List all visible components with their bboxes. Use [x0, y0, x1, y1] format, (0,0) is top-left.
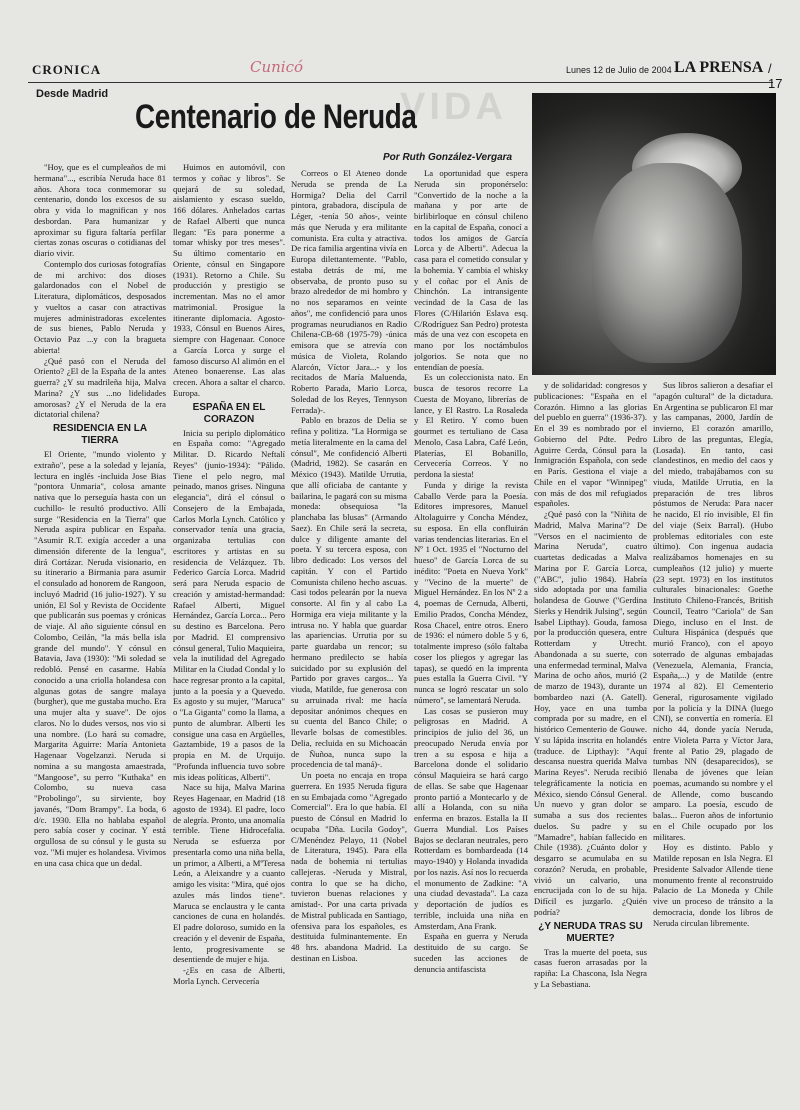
byline-prefix: Por — [383, 152, 400, 163]
paragraph: ¿Qué pasó con el Neruda del Oriento? ¿El de la España de la antes guerra? ¿Y su madrileña hija, Malva Marina? ¿Y sus ...no lidelidades amorosas? ¿Y el Neruda de la era dictatorial chilena? — [34, 355, 166, 420]
subheading: ESPAÑA EN EL CORAZON — [192, 401, 266, 425]
paragraph: Tras la muerte del poeta, sus casas fueron arrasadas por la rapiña: La Chascona, Isla Negra y La Sebastiana. — [534, 946, 647, 989]
paragraph: Sus libros salieron a desafiar el "apagón cultural" de la dictadura. En Argentina se publicaron El mar y las campanas, 2000, Jardín de invierno, El corazón amarillo, Libro de las preguntas, Elegía, (Losada). En tanto, casi clandestinos, en medio del caos y del miedo, trabajábamos con su viuda, Matilde Urrutia, en la preparación de tres libros póstumos de Neruda: Para nacer he nacido, El río invisible, El fin del viaje (Seix Barral). (Hubo problemas editoriales con este último). Con ingenua audacia realizábamos homenajes en su cumpleaños (12 julio) y muerte (23 sept. 1973) en los institutos culturales binacionales: Goethe Instituto Chileno-Francés, British Council, Teatro "Cariola" de San Diego, incluso en el Inst. de Cultura Hispánica (después que murió Franco), con el apoyo soterrado de algunas embajadas (Venezuela, Alemania, Francia, España,...) y de Matilde (entre 1974 al 82). El Cementerio General, rigurosamente vigilado por la policía y la DINA (luego CNI), se convertía en romería. El nicho 44, donde yacía Neruda, entre Violeta Parra y Víctor Jara, frente al Patio 29, plagado de tumbas NN (desaparecidos), se llenaba de jóvenes que leían poemas, acumando su nombre y el de Allende, como buscando amparo. La poesía, escudo de balas... Fueron años de infortunio en el Chile ocupado por los militares. — [653, 380, 773, 842]
paragraph: Es un coleccionista nato. En busca de tesoros recorre La Cuesta de Moyano, librerías de lance, y El Rastro. La Rosaleda y El Retiro. Y como buen gourmet es tertuliano de Casa Menolo, Casa Labra, Café León, Platerías, El Bobanillo, Cervecería Correos. Y no perdona la siesta! — [414, 372, 528, 479]
paragraph: Hoy es distinto. Pablo y Matilde reposan en Isla Negra. El Presidente Salvador Allende tiene monumento frente al reconstruido Palacio de La Moneda y Chile vive un proceso de tránsito a la democracia, donde los libros de Neruda circulan libremente. — [653, 842, 773, 928]
paragraph: ¿Qué pasó con la "Niñita de Madrid, Malva Marina"? De "Versos en el nacimiento de Marina Neruda", cuatro cuartetas dedicadas a Malva Marina por F. García Lorca, ("ABC", julio 1984). Habría sido adoptada por una familia holandesa de Gouwe ("Gerdina Sierks y Hendrik Julsing", según Isabel Lipthay). Gouda, famosa por la producción quesera, entre Rotterdam y Utrecht. Abandonada a su suerte, con una enfermedad terminal, Malva Marina de ocho años, murió (2 de marzo de 1943), durante un bombardeo nazi (A. Gatell). Hoy, yace en una tumba comprada por su madre, en el histórico Cementerio de Gouwe. Y su lápida inscrita en holandés (traduce. de Lipthay): "Aquí descansa nuestra querida Malva Marina Reyes". Neruda recibió telegráficamente la noticia en México, siendo Cónsul General. Un nuevo y gran dolor se sumaba a sus dos recientes duelos. Su padre y su "Mamadre", habían fallecido en Chile (1938). ¿Cuánto dolor y desgarro se acumulaba en su corazón? Neruda, en probable, vivió un calvario, una encrucijada con lo de su hija. Difícil es juzgarlo. ¿Quién podría? — [534, 509, 647, 917]
byline — [383, 152, 512, 163]
article-column-5 — [534, 380, 647, 1092]
page-header — [28, 58, 783, 91]
paragraph: España en guerra y Neruda destituido de su cargo. Se suceden las acciones de denuncia antifascista — [414, 931, 528, 974]
paragraph: y de solidaridad: congresos y publicaciones: "España en el Corazón. Himno a las glorias del pueblo en guerra" (1936-37). En el 39 es nombrado por el Gobierno del Pdte. Pedro Aguirre Cerda, Cónsul para la Inmigración Española, con sede en París. Gestiona el viaje a Chile en el vapor "Winnipeg" con más de dos mil refugiados españoles. — [534, 380, 647, 509]
paragraph: "Hoy, que es el cumpleaños de mi hermana"..., escribía Neruda hace 81 años. Ahora toca conmemorar su centenario, dondo los excesos de su obra y vida lo magnifican y nos desbordan. Para humanizar y aproximar su figura faltaría perfilar ciertas zonas oscuras o cotidianas del diario vivir. — [34, 162, 166, 258]
article-column-6 — [653, 380, 773, 1092]
article-column-3 — [291, 168, 407, 1092]
issue-date: Lunes 12 de Julio de 2004 — [566, 65, 672, 75]
subheading: RESIDENCIA EN LA TIERRA — [52, 423, 148, 446]
paragraph: Nace su hija, Malva Marina Reyes Hagenaar, en Madrid (18 agosto de 1934). El padre, loco de alegría. Pronto, una anomalía terrible. Tiene Hidrocefalia. Neruda se esfuerza por presentarla como una niña bella, un primor, a Alberti, a MªTeresa León, a Aleixandre y a cuanto amigo les visita: "Mira, qué ojos azules más lindos tiene". Maruca se enclaustra y le canta canciones de cuna en holandés. El padre doloroso, sumido en la creación y el devenir de España, lento, progresivamente se desentiende de mujer e hija. — [173, 782, 285, 965]
portrait-photo — [532, 93, 776, 375]
page-number: / 17 — [768, 61, 783, 91]
article-column-4 — [414, 168, 528, 1092]
paragraph: El Oriente, "mundo violento y extraño", pese a la soledad y lejanía, lectura en inglés -incluida Jose Bias "pontora Unmaria", colosa amante nativa que lo perseguía hasta con un cuchillo- le resultó productivo. Allí surge "Residencia en la Tierra" que Neruda aspira publicar en España. "Asumir R.T. exigía acceder a una dimensión diferente de la lengua", dirá Cortázar. Neruda visionario, en su itinerario a Birmania para asumir el consulado ad honorem de Rangoon, incluyó Madrid (16 julio-1927). Y su unión, El Sol y Revista de Occidente que publicarán sus poemas y crónicas de viaje. Al año siguiente cónsul en Colombo, Ceilán, "la más bella isla grande del mundo". Y cónsul en Batavia, Java (1930): "Mi soledad se redobló. Pensé en casarme. Había conocido a una criolla holandesa con algunas gotas de sangre malaya (burgher), que me gustaba mucho. Era una mujer alta y suave". De ojos claros. No lo dudes versos, nos vio si una nombre. (Lo hará su comadre, Margarita Aguirre: María Antonieta Hagenaar Vogelzanzi. Neruda si nomina a su mangosta amaestrada, "Mangoose", su perro "Kuthaka" en Colombo, su nueva casa "Probolingo", su sirviente, boy javanés, "Dom Brampy". La boda, 6 d/c. 1930. Ella no hablaba español pero sabía coser y cocinar. Y está orgullosa de su cónsul y le gusta su voz. "Mi mujer es holandesa. Vivimos en una casa chica que un dedal. — [34, 449, 166, 868]
paragraph: -¿Es en casa de Alberti, Morla Lynch. Cervecería — [173, 965, 285, 986]
paragraph: Contemplo dos curiosas fotografías de mi archivo: dos dioses galardonados con el Nobel de Literatura, diplomáticos, desposados y vueltos a casar con atractivas mujeres administradoras excelentes de sus bienes, Pablo Neruda y Octavio Paz ...y con la bragueta abierta! — [34, 258, 166, 355]
section-name: CRONICA — [32, 62, 102, 77]
paragraph: Correos o El Ateneo donde Neruda se prenda de La Hormiga? Delia del Carril pintora, grabadora, discípula de Léger, -tenía 50 años-, veinte más que Neruda y era militante comunista. Era culta y atractiva. De rica familia argentina vivía en Europa dilettantemente. "Pablo, estaba detrás de mí, me observaba, de pronto puso su brazo alrededor de mi hombro y no nos separamos en veinte años", me confidenció para unos programas neurudianos en Radio Chilena-CB-68 (1975-79) -única emisora que se atrevía con música de Violeta, Rolando Alarcón, Víctor Jara...- y los recitados de María Maluenda, Roberto Parada, Mario Lorca, Soledad de los Reyes, Tennyson Ferrada)-. — [291, 168, 407, 415]
paragraph: Pablo en brazos de Delia se refina y politiza. "La Hormiga se metía literalmente en la cama del cónsul", Me confidenció Alberti (Madrid, 1982). Se casarán en México (1943). Matilde Urrutia, que allí oficiaba de cantante y bailarina, le pagará con su misma moneda: obsequiosa "la planchaba las blusas" (Armando Saez). En Chile será la secreta, dulce y diligente amante del poeta. Y su tercera esposa, con libro dedicado: Los versos del capitán. Y con el Partido Comunista chileno hecho ascuas. Casi todos pelearán por la nueva consorte. Al fin y al cabo La Hormiga era vieja militante y la intrusa no. Y habla que guardar las apariencias. Urrutia por su parte guardaba un rencor; su hermano predilecto se había suicidado por su explusión del Partido por graves cargos... Ya viuda, Matilde, fue generosa con su arruinada rival: me hacía depositar anónimos cheques en su cuenta del Banco Chile; o llevarle bolsas de comestibles. Delia, recluida en su Michoacán de Ñuñoa, nunca supo la procedencia de tal maná)-. — [291, 415, 407, 770]
article-column-1 — [34, 162, 166, 1092]
article-column-2 — [173, 162, 285, 1092]
paragraph: Funda y dirige la revista Caballo Verde para la Poesía. Editores impresores, Manuel Altolaguirre y Concha Méndez, su esposa. En ella confluirán varias tendencias literarias. En el Nº 1 Oct. 1935 el "Nocturno del hueso" de García Lorca de su inédito: "Poeta en Nueva York" y "Vecino de la muerte" de Miguel Hernández. En los Nº 2 a 4, poemas de Cernuda, Alberti, Emilio Prados, Concha Méndez, Rosa Chacel, entre otros. Enero de 1936: el número doble 5 y 6, totalmente impreso (sólo faltaba coser los pliegos y agregar las tapas), se quedó en la imprenta pues estalla la Guerra Civil. "Y nunca se logró rescatar un solo número", se lamentará Neruda. — [414, 479, 528, 705]
paragraph: Huimos en automóvil, con termos y coñac y libros". Se quejará de su soledad, aislamiento y escaso sueldo, 166 dólares. Anhelados cartas de Rafael Alberti que nunca llegan: "Es para ponerme a tomar whisky por tres meses". Su último comentario en Oriente, cónsul en Singapore (1931). Retorno a Chile. Su producción y prestigio se incrementan. Mas no el amor matrimonial. Prosigue la itinerante diplomacia. Agosto-1933, Cónsul en Buenos Aires, siempre con Hagenaar. Conoce a García Lorca y surge el famoso discurso Al alimón en el Ateneo bonaerense. Las alas crecen. Ahora a saltar el charco. Europa. — [173, 162, 285, 398]
newspaper-name: LA PRENSA — [674, 59, 764, 76]
paragraph: La oportunidad que espera Neruda sin proponérselo: "Convertido de la noche a la mañana y por arte de birlibirloque en cónsul chileno en la capital de España, conocí a todos los amigos de García Lorca y de Alberti". Adecua la casa para el cometido consular y la bohemia. Y cambia el whisky y el coñac por el Anís de Chinchón. La intransigente vecindad de la Casa de las Flores (C/Hilarión Eslava esq. C/Rodríguez San Pedro) protesta más de una vez con escopeta en mano por los noctámbulos jolgorios. Se nota que no entendían de poesía. — [414, 168, 528, 372]
article-title: Centenario de Neruda — [135, 98, 417, 136]
byline-author: Ruth González-Vergara — [402, 152, 513, 163]
handwritten-mark: Cunicó — [250, 58, 304, 76]
photo-face — [592, 163, 742, 363]
paragraph: Un poeta no encaja en tropa guerrera. En 1935 Neruda figura en su Embajada como "Agregado Comercial". Era lo que había. El puesto de Cónsul en Madrid lo ocupaba "Dña. Lucila Godoy", C/Menéndez Pelayo, 11 (Nobel de Literatura, 1945). Para ella nada de bohemia ni tertulias callejeras. -Neruda y Mistral, contra lo que se ha dicho, tuvieron buenas relaciones y amistad-. Por una carta privada de Mistral publicada en Santiago, ofensiva para los españoles, es destituida fulminantemente. En 48 hrs. abandona Madrid. La destinan en Lisboa. — [291, 770, 407, 963]
paragraph: Las cosas se pusieron muy peligrosas en Madrid. A principios de julio del 36, un preocupado Neruda envía por tren a su esposa e hija a Barcelona donde el solidario cónsul Maquieira se hará cargo de ellas. Se sabe que Hagenaar pronto partió a Montecarlo y de allí a Holanda, con su niña enferma en brazos. Estalla la II Guerra Mundial. Los Países Bajos se declaran neutrales, pero Rotterdam es bombardeada (14 mayo-1940) y Holanda invadida por los nazis. Así nos lo recuerda el monumento de Zadkine: "A una ciudad devastada". La caza y deportación de judíos es terrible, incluida una niña en Amsterdam, Ana Frank. — [414, 705, 528, 931]
subheading: ¿Y NERUDA TRAS SU MUERTE? — [538, 920, 643, 944]
background-letters: VIDA — [400, 86, 507, 128]
paragraph: Inicia su periplo diplomático en España como: "Agregado Militar. D. Ricardo Neftalí Reyes" (junio-1934): "Pálido. Tiene el pelo negro, mal peinado, manos grises. Ninguna elegancia", dirá el cónsul o Consejero de la Embajada, Carlos Morla Lynch. Católico y conservador tenía una gracia, organizaba tertulias con escritores y artistas en su residencia de Velázquez. Tb. Federico García Lorca. Madrid será para Neruda espacio de creación y amistad-hermandad: Rafael Alberti, Miguel Hernández, García Lorca... Pero su destino es Barcelona. Pero por Madrid. El comprensivo cónsul general, Tulio Maquieira, vela la inutilidad del Agregado Militar en la Ciudad Condal y lo hace regresar pronto a la capital, junto a la poesía y a Quevedo. Es agosto y su mujer, "Maruca" o "La Giganta" como la llama, a punto de alumbrar. Alberti les consigue una casa en Argüelles, Gaztambide, 19 a pasos de la propia en M. de Urquijo. "Profunda influencia tuvo sobre mis ideas políticas, Alberti". — [173, 427, 285, 782]
article-kicker: Desde Madrid — [36, 88, 109, 100]
